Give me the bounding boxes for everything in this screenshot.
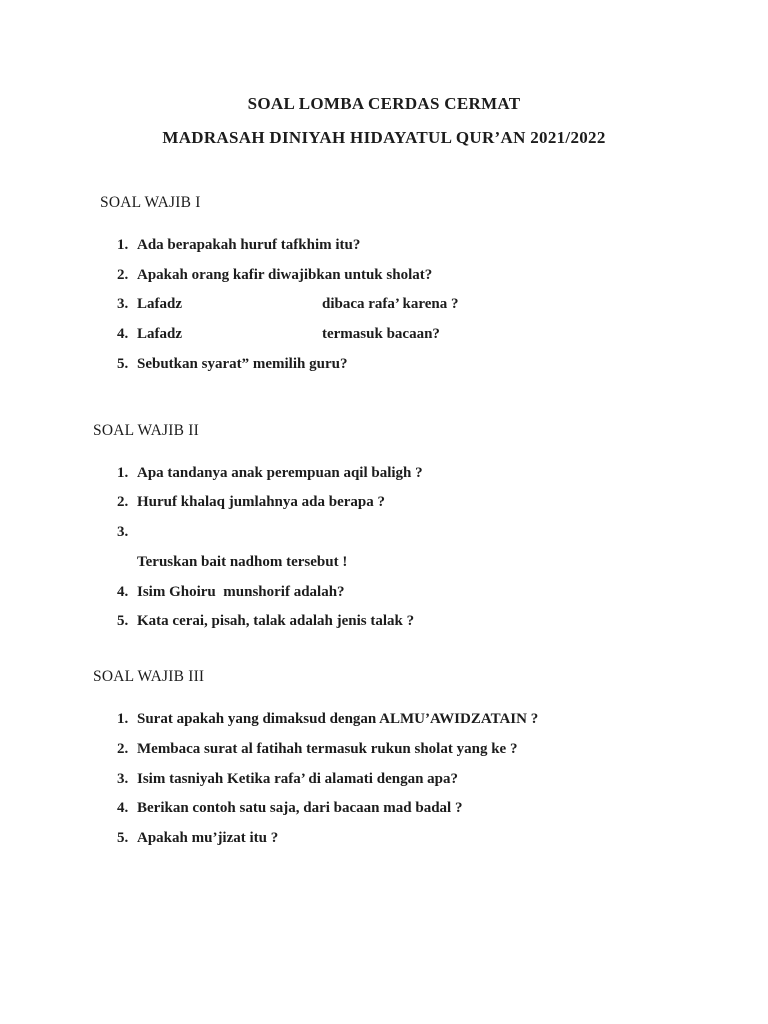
- question-number: 3.: [117, 770, 129, 787]
- question-section: [0, 422, 768, 630]
- question-item: [117, 583, 768, 601]
- question-number: 5.: [117, 613, 129, 630]
- question-number: 2.: [117, 740, 129, 757]
- section-heading: SOAL WAJIB I: [100, 194, 201, 211]
- question-text: Apa tandanya anak perempuan aqil baligh ?: [137, 464, 423, 481]
- question-text: Apakah mu’jizat itu ?: [137, 829, 279, 846]
- question-item: [117, 355, 768, 373]
- question-text-after-blank: dibaca rafa’ karena ?: [322, 296, 459, 313]
- question-text: Lafadz: [137, 326, 182, 343]
- question-number: 3.: [117, 296, 129, 313]
- question-item: [117, 266, 768, 284]
- question-item: [117, 493, 768, 511]
- question-text: Isim Ghoiru munshorif adalah?: [137, 583, 345, 600]
- question-section: [0, 194, 768, 373]
- question-item: [117, 740, 768, 758]
- question-text: Sebutkan syarat” memilih guru?: [137, 355, 348, 372]
- question-number: 4.: [117, 800, 129, 817]
- question-list: [0, 710, 768, 847]
- question-number: 5.: [117, 829, 129, 846]
- question-item: [117, 523, 768, 571]
- section-heading: SOAL WAJIB III: [93, 668, 205, 686]
- question-item: [117, 325, 768, 343]
- question-item: [117, 295, 768, 313]
- document-subtitle: MADRASAH DINIYAH HIDAYATUL QUR’AN 2021/2022: [162, 128, 606, 147]
- question-item: [117, 612, 768, 630]
- question-continuation: Teruskan bait nadhom tersebut !: [137, 553, 348, 570]
- question-item: [117, 464, 768, 482]
- question-text: Kata cerai, pisah, talak adalah jenis talak ?: [137, 613, 415, 630]
- question-text: Membaca surat al fatihah termasuk rukun sholat yang ke ?: [137, 740, 518, 757]
- question-number: 4.: [117, 326, 129, 343]
- question-number: 1.: [117, 711, 129, 728]
- question-text: Ada berapakah huruf tafkhim itu?: [137, 237, 361, 253]
- question-number: 2.: [117, 266, 129, 283]
- question-number: 1.: [117, 237, 129, 253]
- question-sections: [0, 194, 768, 847]
- section-heading: SOAL WAJIB II: [93, 421, 199, 439]
- question-list: [0, 464, 768, 630]
- question-text: Surat apakah yang dimaksud dengan ALMU’AWIDZATAIN ?: [137, 711, 539, 728]
- question-item: [117, 829, 768, 847]
- question-text-after-blank: termasuk bacaan?: [322, 326, 440, 343]
- question-list: [0, 236, 768, 373]
- question-number: 1.: [117, 464, 129, 481]
- question-item: [117, 799, 768, 817]
- question-item: [117, 236, 768, 254]
- question-section: [0, 668, 768, 847]
- question-text: Berikan contoh satu saja, dari bacaan mad badal ?: [137, 800, 463, 817]
- question-number: 5.: [117, 355, 129, 372]
- question-text: Huruf khalaq jumlahnya ada berapa ?: [137, 494, 385, 511]
- question-item: [117, 770, 768, 788]
- question-item: [117, 710, 768, 728]
- question-text: Isim tasniyah Ketika rafa’ di alamati dengan apa?: [137, 770, 458, 787]
- question-text: Lafadz: [137, 296, 182, 313]
- question-text: Apakah orang kafir diwajibkan untuk sholat?: [137, 266, 433, 283]
- question-number: 4.: [117, 583, 129, 600]
- question-number: 3.: [117, 524, 129, 541]
- document-title: SOAL LOMBA CERDAS CERMAT: [247, 94, 521, 113]
- question-number: 2.: [117, 494, 129, 511]
